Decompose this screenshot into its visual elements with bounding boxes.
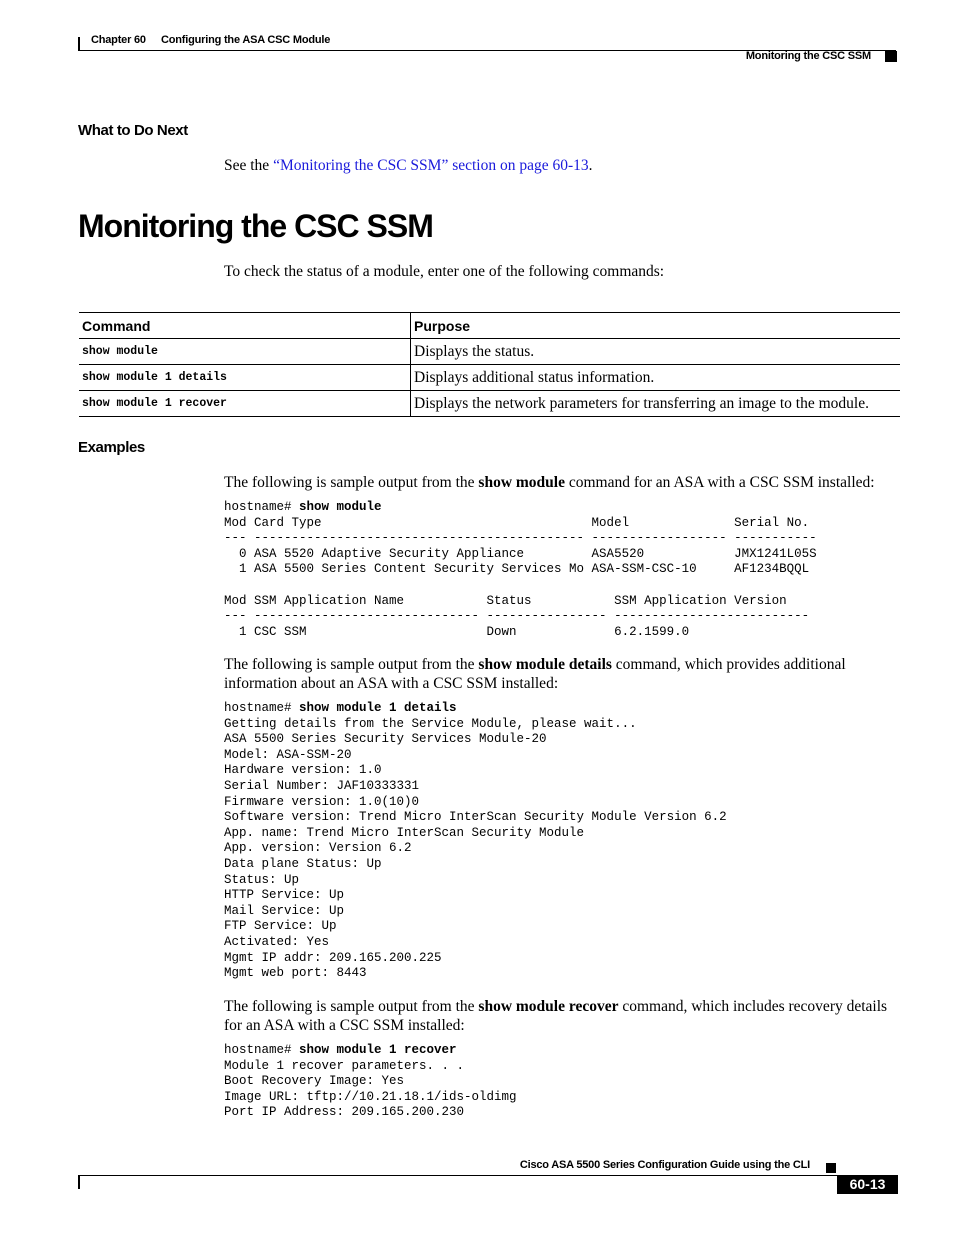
example3-text bbox=[224, 997, 900, 1035]
example2-text bbox=[224, 655, 900, 693]
example1-cmd: show module bbox=[478, 474, 565, 491]
example3-output: Module 1 recover parameters. . . Boot Recovery Image: Yes Image URL: tftp://10.21.18.1/ids-oldimg Port IP Address: 209.165.200.230 bbox=[224, 1058, 517, 1120]
footer-rule bbox=[78, 1175, 838, 1176]
example3-prompt-cmd: show module 1 recover bbox=[299, 1043, 457, 1057]
table-row bbox=[79, 365, 900, 391]
footer-guide-title: Cisco ASA 5500 Series Configuration Guide using the CLI bbox=[519, 1159, 810, 1171]
example3-post: command, which includes recovery details for an ASA with a CSC SSM installed: bbox=[224, 998, 888, 1034]
table-row bbox=[79, 339, 900, 365]
header-section: Monitoring the CSC SSM bbox=[745, 50, 871, 62]
table-header-row bbox=[79, 313, 900, 339]
example2-output: Getting details from the Service Module, please wait... ASA 5500 Series Security Services Module-20 Model: ASA-SSM-20 Hardware version: 1.0 Serial Number: JAF10333331 Firmware version: 1.0(10)0 Software version: Trend Micro InterScan Security Module Version 6.2 App. name: Trend Micro InterScan Security Module App. version: Version 6.2 Data plane Status: Up Status: Up HTTP Service: Up Mail Service: Up FTP Service: Up Activated: Yes Mgmt IP addr: 209.165.200.225 Mgmt web port: 8443 bbox=[224, 716, 727, 981]
table-cell-purpose: Displays the status. bbox=[411, 339, 901, 365]
example2-code bbox=[224, 701, 727, 982]
example2-prompt: hostname# bbox=[224, 701, 300, 715]
header-chapter-title: Configuring the ASA CSC Module bbox=[161, 34, 331, 46]
what-next-suffix: . bbox=[588, 157, 593, 174]
table-cell-command: show module bbox=[79, 339, 411, 365]
footer-marker bbox=[826, 1163, 836, 1173]
table-cell-purpose: Displays additional status information. bbox=[411, 365, 901, 391]
example1-text bbox=[224, 473, 900, 492]
table-header-purpose: Purpose bbox=[411, 313, 901, 339]
table-row bbox=[79, 391, 900, 417]
what-next-heading: What to Do Next bbox=[78, 122, 188, 139]
page-number: 60-13 bbox=[837, 1175, 898, 1194]
header-marker bbox=[885, 51, 897, 62]
example1-prompt: hostname# bbox=[224, 500, 300, 514]
example1-output: Mod Card Type Model Serial No. --- -------------------------------------------- ------------------ ----------- 0 ASA 5520 Adaptive Security Appliance ASA5520 JMX1241L05S 1 ASA 5500 Series Content Security Services Mo ASA-SSM-CSC-10 AF1234BQQL Mod SSM Application Name Status SSM Application Version --- ------------------------------ ---------------- -------------------------- 1 CSC SSM Down 6.2.1599.0 bbox=[224, 515, 817, 639]
example2-pre: The following is sample output from the bbox=[224, 656, 479, 673]
what-next-prefix: See the bbox=[224, 157, 274, 174]
header-tick bbox=[78, 37, 80, 51]
table-cell-command: show module 1 details bbox=[79, 365, 411, 391]
footer-tick bbox=[78, 1175, 80, 1189]
what-next-text bbox=[224, 156, 593, 175]
table-cell-purpose: Displays the network parameters for transferring an image to the module. bbox=[411, 391, 901, 417]
example1-post: command for an ASA with a CSC SSM installed: bbox=[564, 474, 875, 491]
example2-cmd: show module details bbox=[478, 656, 612, 673]
table-cell-command: show module 1 recover bbox=[79, 391, 411, 417]
command-table bbox=[79, 312, 900, 417]
example2-post: command, which provides additional information about an ASA with a CSC SSM installed: bbox=[224, 656, 846, 692]
example2-prompt-cmd: show module 1 details bbox=[299, 701, 457, 715]
table-header-command: Command bbox=[79, 313, 411, 339]
page-title: Monitoring the CSC SSM bbox=[78, 208, 433, 244]
example3-code bbox=[224, 1043, 517, 1121]
header-chapter: Chapter 60 bbox=[91, 34, 146, 46]
examples-heading: Examples bbox=[78, 439, 145, 456]
monitoring-section-link[interactable]: “Monitoring the CSC SSM” section on page 60-13 bbox=[273, 157, 589, 174]
example3-prompt: hostname# bbox=[224, 1043, 300, 1057]
example1-code bbox=[224, 500, 817, 640]
example3-cmd: show module recover bbox=[478, 998, 619, 1015]
example1-pre: The following is sample output from the bbox=[224, 474, 479, 491]
example3-pre: The following is sample output from the bbox=[224, 998, 479, 1015]
intro-text: To check the status of a module, enter one of the following commands: bbox=[224, 263, 665, 280]
example1-prompt-cmd: show module bbox=[299, 500, 382, 514]
